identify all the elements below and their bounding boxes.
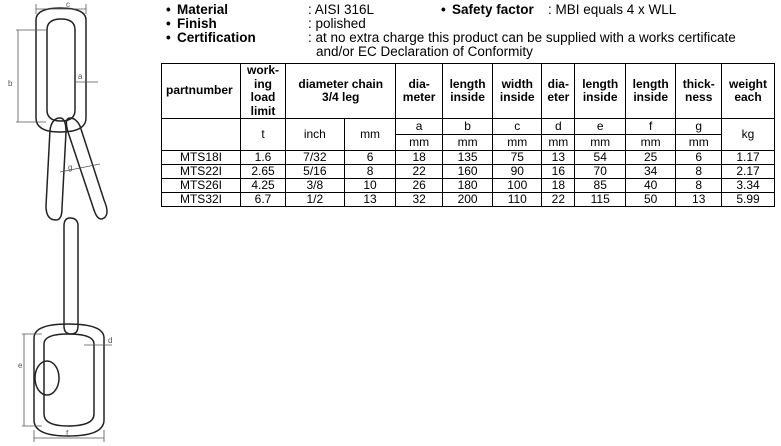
table-cell: 5/16 bbox=[286, 165, 345, 179]
table-cell: 13 bbox=[542, 151, 575, 165]
table-cell: 32 bbox=[396, 193, 442, 207]
header-width-inside: width inside bbox=[493, 64, 542, 119]
table-cell: 8 bbox=[344, 165, 396, 179]
table-cell: 135 bbox=[442, 151, 492, 165]
table-cell: 115 bbox=[575, 193, 625, 207]
connector-ellipse bbox=[35, 361, 59, 395]
table-cell: 2.17 bbox=[722, 165, 775, 179]
table-cell: 34 bbox=[625, 165, 675, 179]
header-length-inside: length inside bbox=[442, 64, 492, 119]
dim-label-a: a bbox=[78, 72, 83, 81]
dim-label-d: d bbox=[108, 336, 113, 345]
table-cell: 100 bbox=[493, 179, 542, 193]
property-label-material: Material bbox=[177, 2, 229, 17]
table-cell: 25 bbox=[625, 151, 675, 165]
letter-b: b bbox=[442, 119, 492, 135]
letter-e: e bbox=[575, 119, 625, 135]
intermediate-link-right bbox=[66, 118, 107, 219]
table-row bbox=[162, 193, 775, 207]
header-length-inside-2: length inside bbox=[575, 64, 625, 119]
table-cell: 40 bbox=[625, 179, 675, 193]
unit-wll: t bbox=[241, 119, 286, 151]
partnumber-cell: MTS26I bbox=[162, 179, 241, 193]
letter-g: g bbox=[676, 119, 722, 135]
header-partnumber: partnumber bbox=[162, 64, 241, 119]
table-cell: 2.65 bbox=[241, 165, 286, 179]
table-cell: 22 bbox=[542, 193, 575, 207]
header-length-inside-3: length inside bbox=[625, 64, 675, 119]
unit-f: mm bbox=[625, 135, 675, 151]
table-cell: 54 bbox=[575, 151, 625, 165]
unit-e: mm bbox=[575, 135, 625, 151]
header-diameter-2: dia- eter bbox=[542, 64, 575, 119]
table-cell: 16 bbox=[542, 165, 575, 179]
header-wll: work- ing load limit bbox=[241, 64, 286, 119]
property-value-material: : AISI 316L bbox=[308, 2, 375, 17]
dim-label-g: g bbox=[68, 163, 73, 172]
unit-weight: kg bbox=[722, 119, 775, 151]
table-letter-row bbox=[162, 119, 775, 135]
letter-d: d bbox=[542, 119, 575, 135]
table-cell: 18 bbox=[542, 179, 575, 193]
property-value-certification: : at no extra charge this product can be supplied with a works certificate bbox=[308, 30, 736, 45]
table-row bbox=[162, 165, 775, 179]
table-cell: 70 bbox=[575, 165, 625, 179]
master-link-inner bbox=[47, 19, 75, 121]
table-cell: 3.34 bbox=[722, 179, 775, 193]
letter-a: a bbox=[396, 119, 442, 135]
long-link bbox=[64, 218, 78, 334]
table-cell: 22 bbox=[396, 165, 442, 179]
table-cell: 26 bbox=[396, 179, 442, 193]
header-thickness: thick- ness bbox=[676, 64, 722, 119]
property-label-certification: Certification bbox=[177, 30, 256, 45]
dim-label-c: c bbox=[66, 0, 70, 9]
intermediate-link-left bbox=[46, 118, 66, 220]
table-cell: 75 bbox=[493, 151, 542, 165]
table-cell: 1.17 bbox=[722, 151, 775, 165]
master-link-drawing bbox=[0, 0, 160, 446]
unit-b: mm bbox=[442, 135, 492, 151]
partnumber-cell: MTS18I bbox=[162, 151, 241, 165]
table-cell: 6 bbox=[676, 151, 722, 165]
table-cell: 85 bbox=[575, 179, 625, 193]
table-cell: 18 bbox=[396, 151, 442, 165]
letter-c: c bbox=[493, 119, 542, 135]
table-cell: 1.6 bbox=[241, 151, 286, 165]
table-row bbox=[162, 179, 775, 193]
safety-factor-label: Safety factor bbox=[452, 2, 534, 17]
table-cell: 180 bbox=[442, 179, 492, 193]
letter-f: f bbox=[625, 119, 675, 135]
partnumber-cell: MTS32I bbox=[162, 193, 241, 207]
unit-d: mm bbox=[542, 135, 575, 151]
unit-g: mm bbox=[676, 135, 722, 151]
partnumber-cell: MTS22I bbox=[162, 165, 241, 179]
table-cell: 200 bbox=[442, 193, 492, 207]
unit-chain-inch: inch bbox=[286, 119, 345, 151]
table-cell: 4.25 bbox=[241, 179, 286, 193]
table-cell: 160 bbox=[442, 165, 492, 179]
table-cell: 1/2 bbox=[286, 193, 345, 207]
table-cell: 5.99 bbox=[722, 193, 775, 207]
table-cell: 110 bbox=[493, 193, 542, 207]
dim-label-f: f bbox=[66, 429, 69, 438]
table-cell: 6.7 bbox=[241, 193, 286, 207]
header-diameter: dia- meter bbox=[396, 64, 442, 119]
table-cell: 13 bbox=[676, 193, 722, 207]
table-cell: 90 bbox=[493, 165, 542, 179]
dim-label-e: e bbox=[18, 361, 23, 370]
master-link-outer bbox=[36, 8, 86, 132]
property-label-finish: Finish bbox=[177, 16, 217, 31]
table-cell: 50 bbox=[625, 193, 675, 207]
safety-factor-value: : MBI equals 4 x WLL bbox=[548, 2, 677, 17]
table-row bbox=[162, 151, 775, 165]
property-value-certification-line2: and/or EC Declaration of Conformity bbox=[316, 44, 533, 59]
table-cell: 10 bbox=[344, 179, 396, 193]
table-body bbox=[162, 151, 775, 207]
table-cell: 13 bbox=[344, 193, 396, 207]
table-cell: 3/8 bbox=[286, 179, 345, 193]
table-cell: 8 bbox=[676, 179, 722, 193]
header-weight-each: weight each bbox=[722, 64, 775, 119]
table-cell: 6 bbox=[344, 151, 396, 165]
dim-label-b: b bbox=[8, 79, 13, 88]
header-diameter-chain: diameter chain 3/4 leg bbox=[286, 64, 396, 119]
table-cell: 7/32 bbox=[286, 151, 345, 165]
unit-c: mm bbox=[493, 135, 542, 151]
specification-table bbox=[161, 63, 775, 207]
unit-a: mm bbox=[396, 135, 442, 151]
bottom-link-inner bbox=[44, 334, 94, 426]
unit-chain-mm: mm bbox=[344, 119, 396, 151]
property-value-finish: : polished bbox=[308, 16, 366, 31]
table-cell: 8 bbox=[676, 165, 722, 179]
